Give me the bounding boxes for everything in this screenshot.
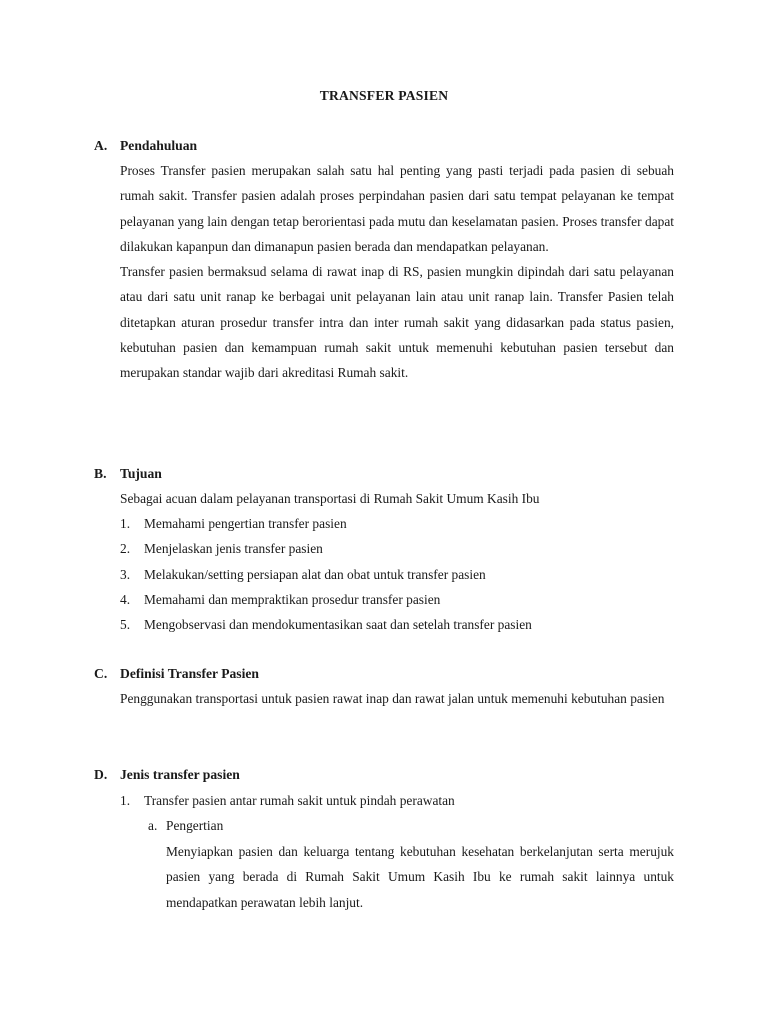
list-item-number: 1.: [120, 516, 131, 531]
list-item: [120, 536, 674, 561]
section-d-title: Jenis transfer pasien: [120, 767, 240, 782]
section-a-letter: A.: [94, 138, 108, 153]
section-b-list: [120, 511, 674, 637]
sub-list-item: [148, 813, 223, 838]
list-item-text: Memahami pengertian transfer pasien: [144, 516, 347, 531]
sub-list-item-letter: a.: [148, 818, 158, 833]
list-item-number: 5.: [120, 617, 131, 633]
section-b-title: Tujuan: [120, 466, 162, 481]
list-item-text: Transfer pasien antar rumah sakit untuk pindah perawatan: [144, 793, 455, 808]
section-b-heading: [94, 466, 162, 482]
list-item-text: Menjelaskan jenis transfer pasien: [144, 541, 323, 557]
section-a-body: [120, 158, 674, 386]
section-a-heading: [94, 138, 197, 154]
section-c-letter: C.: [94, 666, 108, 681]
list-item: [120, 511, 674, 536]
section-a-paragraph-1: Proses Transfer pasien merupakan salah satu hal penting yang pasti terjadi pada pasien di sebuah rumah sakit. Transfer pasien adalah proses perpindahan pasien dari satu tempat pelayanan ke tempat pelayanan yang lain dengan tetap berorientasi pada mutu dan keselamatan pasien. Proses transfer dapat dilakukan kapanpun dan dimanapun pasien berada dan mendapatkan pelayanan.: [120, 163, 674, 254]
section-b-letter: B.: [94, 466, 107, 481]
list-item: [120, 612, 674, 637]
list-item: [120, 587, 674, 612]
section-b-intro: Sebagai acuan dalam pelayanan transportasi di Rumah Sakit Umum Kasih Ibu: [120, 491, 540, 506]
list-item: [120, 562, 674, 587]
list-item-number: 3.: [120, 566, 131, 582]
list-item: [120, 788, 674, 813]
list-item-text: Melakukan/setting persiapan alat dan obat untuk transfer pasien: [144, 566, 486, 582]
section-c-heading: [94, 666, 259, 682]
document-title: TRANSFER PASIEN: [319, 88, 449, 103]
list-item-text: Mengobservasi dan mendokumentasikan saat dan setelah transfer pasien: [144, 617, 532, 633]
section-a-paragraph-2: Transfer pasien bermaksud selama di rawat inap di RS, pasien mungkin dipindah dari satu pelayanan atau dari satu unit ranap ke berbagai unit pelayanan lain atau unit ranap lain. Transfer Pasien telah ditetapkan aturan prosedur transfer intra dan inter rumah sakit yang didasarkan pada status pasien, kebutuhan pasien dan kemampuan rumah sakit untuk memenuhi kebutuhan pasien tersebut dan merupakan standar wajib dari akreditasi Rumah sakit.: [120, 264, 674, 381]
section-d-letter: D.: [94, 767, 108, 782]
list-item-text: Memahami dan mempraktikan prosedur transfer pasien: [144, 591, 441, 607]
sub-paragraph: Menyiapkan pasien dan keluarga tentang kebutuhan kesehatan berkelanjutan serta merujuk pasien yang berada di Rumah Sakit Umum Kasih Ibu ke rumah sakit lainnya untuk mendapatkan perawatan lebih lanjut.: [166, 844, 674, 910]
section-a-title: Pendahuluan: [120, 138, 198, 153]
sub-list-item-text: Pengertian: [166, 818, 224, 833]
section-c-title: Definisi Transfer Pasien: [120, 666, 259, 681]
list-item-number: 2.: [120, 541, 131, 557]
section-d-list: [120, 788, 674, 813]
section-c-paragraph: Penggunakan transportasi untuk pasien rawat inap dan rawat jalan untuk memenuhi kebutuhan pasien: [120, 691, 665, 706]
list-item-number: 4.: [120, 591, 131, 607]
list-item-number: 1.: [120, 793, 131, 808]
section-d-heading: [94, 767, 240, 783]
